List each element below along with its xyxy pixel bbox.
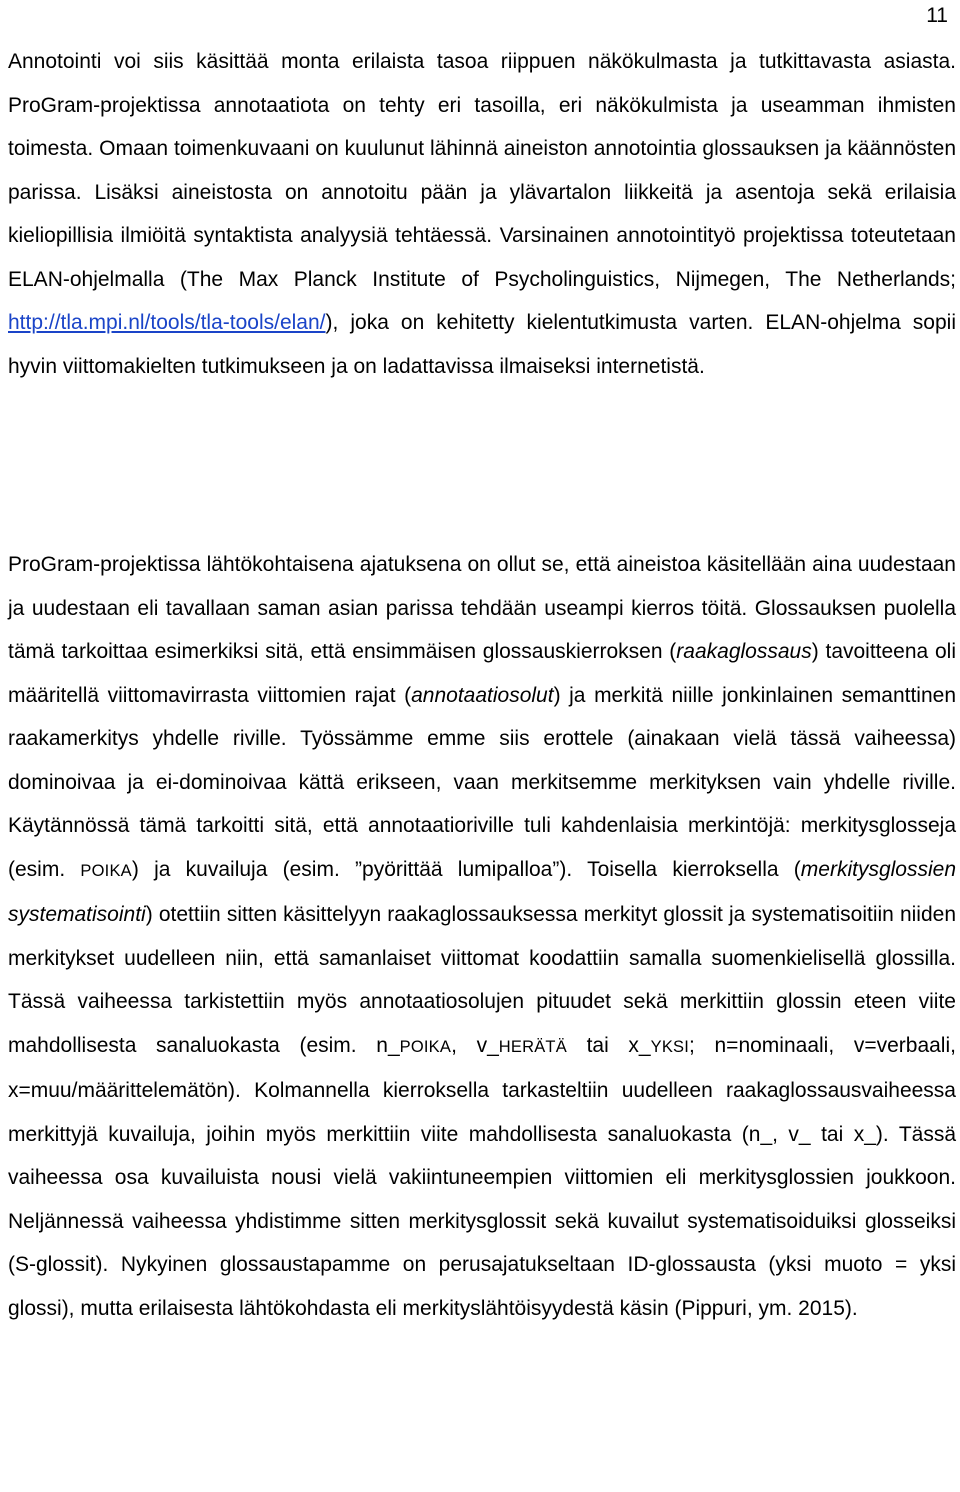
- gloss-prefix: x_: [628, 1033, 651, 1057]
- sentence: ProGram-projektissa annotaatiota on tehty eri tasoilla, eri näkökulmista ja useamman ihmisten toimesta.: [8, 93, 956, 160]
- page-number: 11: [926, 4, 948, 27]
- sentence: Neljännessä vaiheessa yhdistimme sitten merkitysglossit sekä kuvailut systematisoiduiksi glosseiksi (S-glossit).: [8, 1209, 956, 1276]
- sentence: Työssämme emme siis erottele (ainakaan vielä tässä vaiheessa) dominoivaa ja ei-dominoivaa kättä erikseen, vaan merkitsemme merkityksen vain yhdelle riville.: [8, 727, 956, 794]
- gloss-poika: POIKA: [399, 1037, 452, 1056]
- sentence: Glossauksen puolella tämä tarkoittaa esimerkiksi sitä, että ensimmäisen glossauskierroksen (: [8, 596, 957, 663]
- sentence: Käytännössä tämä tarkoitti sitä, että annotaatioriville tuli kahdenlaisia merkintöjä: merkitysglosseja (esim.: [8, 814, 956, 881]
- separator: ,: [451, 1033, 457, 1057]
- sentence: ) tavoitteena oli määritellä viittomavirrasta viittomien rajat (: [8, 640, 957, 707]
- term-merkitysglossien-systematisointi: merkitysglossien systematisointi: [8, 857, 956, 926]
- sentence: Annotointi voi siis käsittää monta erilaista tasoa riippuen näkökulmasta ja tutkittavasta asiasta.: [8, 50, 956, 73]
- gloss-poika: POIKA: [80, 861, 132, 880]
- sentence: Varsinainen annotointityö projektissa toteutetaan ELAN-ohjelmalla (The Max Planck Institute of Psycholinguistics, Nijmegen, The Netherlands;: [8, 224, 956, 291]
- gloss-prefix: v_: [476, 1033, 499, 1057]
- sentence: ELAN-ohjelma sopii hyvin viittomakielten tutkimukseen ja on ladattavissa ilmaiseksi internetistä.: [8, 311, 956, 378]
- sentence: ) otettiin sitten käsittelyyn raakaglossauksessa merkityt glossit ja systematisoitiin niiden merkitykset uudelleen niin, että samanlaiset viittomat koodattiin samalla suomenkielisellä glossilla.: [8, 903, 956, 970]
- gloss-herata: HERÄTÄ: [498, 1037, 567, 1056]
- paragraph-annotation-levels: [8, 40, 956, 388]
- sentence: ) ja merkitä niille jonkinlainen semanttinen raakamerkitys yhdelle riville.: [8, 683, 956, 750]
- term-annotaatiosolut: annotaatiosolut: [411, 683, 554, 707]
- paragraph-glossing-rounds: [8, 543, 956, 1330]
- sentence: Nykyinen glossaustapamme on perusajatukseltaan ID-glossausta (yksi muoto = yksi glossi), mutta erilaisesta lähtökohdasta eli merkityslähtöisyydestä käsin (Pippuri, ym. 2015).: [8, 1253, 956, 1320]
- sentence: ; n=nominaali, v=verbaali, x=muu/määrittelemätön).: [8, 1033, 956, 1102]
- elan-link[interactable]: http://tla.mpi.nl/tools/tla-tools/elan/: [8, 311, 326, 334]
- conjunction: tai: [586, 1033, 609, 1057]
- sentence: Lisäksi aineistosta on annotoitu pään ja ylävartalon liikkeitä ja asentoja sekä erilaisia kieliopillisia ilmiöitä syntaktista analyysiä tehtäessä.: [8, 180, 956, 247]
- term-raakaglossaus: raakaglossaus: [676, 640, 812, 663]
- sentence: ProGram-projektissa lähtökohtaisena ajatuksena on ollut se, että aineistoa käsitellään aina uudestaan ja uudestaan eli tavallaan saman asian parissa tehdään useampi kierros töitä.: [8, 553, 956, 620]
- sentence: Tässä vaiheessa osa kuvailuista nousi vielä vakiintuneempien viittomien eli merkitysglossien joukkoon.: [8, 1122, 956, 1189]
- gloss-prefix: n_: [376, 1033, 400, 1057]
- sentence: Toisella kierroksella (: [587, 857, 801, 881]
- sentence: Omaan toimenkuvaani on kuulunut lähinnä aineiston annotointia glossauksen ja käännösten parissa.: [8, 137, 957, 204]
- sentence: Tässä vaiheessa tarkistettiin myös annotaatiosolujen pituudet sekä merkittiin glossin eteen viite mahdollisesta sanaluokasta (esim.: [8, 990, 956, 1057]
- gloss-yksi: YKSI: [650, 1037, 690, 1056]
- sentence: ) ja kuvailuja (esim. ”pyörittää lumipalloa”).: [131, 857, 573, 881]
- sentence: ), joka on kehitetty kielentutkimusta varten.: [325, 311, 754, 334]
- sentence: Kolmannella kierroksella tarkasteltiin uudelleen raakaglossausvaiheessa merkittyjä kuvailuja, joihin myös merkittiin viite mahdollisesta sanaluokasta (n_, v_ tai x_).: [8, 1079, 956, 1146]
